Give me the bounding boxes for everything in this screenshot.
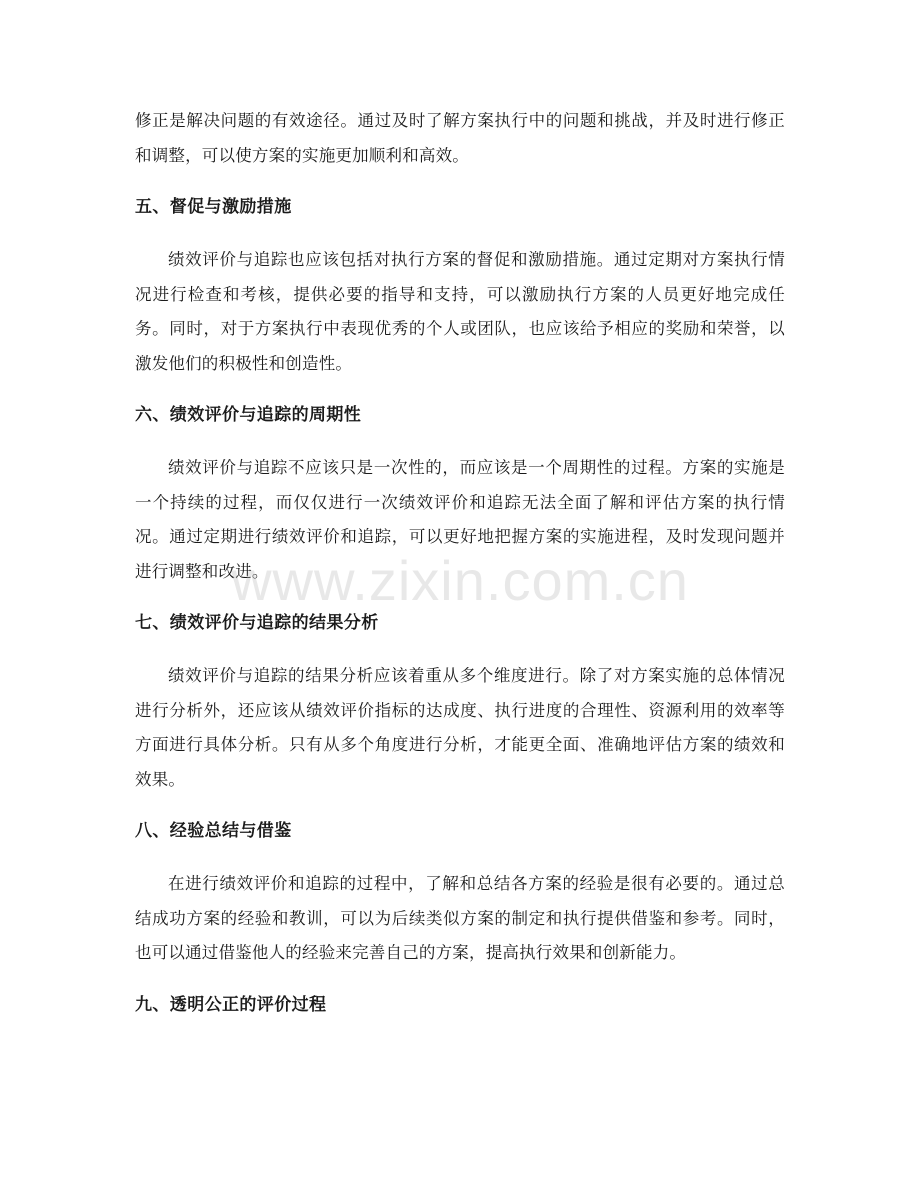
- section-paragraph-6: 绩效评价与追踪不应该只是一次性的，而应该是一个周期性的过程。方案的实施是一个持续的过程，而仅仅进行一次绩效评价和追踪无法全面了解和评估方案的执行情况。通过定期进行绩效评价和追踪，可以更好地把握方案的实施进程，及时发现问题并进行调整和改进。: [135, 458, 785, 581]
- section-paragraph-7: 绩效评价与追踪的结果分析应该着重从多个维度进行。除了对方案实施的总体情况进行分析外，还应该从绩效评价指标的达成度、执行进度的合理性、资源利用的效率等方面进行具体分析。只有从多个角度进行分析，才能更全面、准确地评估方案的绩效和效果。: [135, 666, 785, 789]
- watermark: www.zixin.com.cn: [231, 549, 689, 612]
- section-heading-7: 七、绩效评价与追踪的结果分析: [135, 613, 379, 633]
- section-heading-5: 五、督促与激励措施: [135, 197, 292, 217]
- intro-paragraph: 修正是解决问题的有效途径。通过及时了解方案执行中的问题和挑战，并及时进行修正和调整，可以使方案的实施更加顺利和高效。: [135, 111, 785, 165]
- document-page: [135, 104, 785, 1022]
- section-heading-9: 九、透明公正的评价过程: [135, 994, 327, 1015]
- section-heading-8: 八、经验总结与借鉴: [135, 821, 292, 841]
- section-paragraph-8: 在进行绩效评价和追踪的过程中，了解和总结各方案的经验是很有必要的。通过总结成功方案的经验和教训，可以为后续类似方案的制定和执行提供借鉴和参考。同时，也可以通过借鉴他人的经验来完善自己的方案，提高执行效果和创新能力。: [135, 874, 785, 962]
- section-heading-6: 六、绩效评价与追踪的周期性: [135, 405, 362, 425]
- section-paragraph-5: 绩效评价与追踪也应该包括对执行方案的督促和激励措施。通过定期对方案执行情况进行检查和考核，提供必要的指导和支持，可以激励执行方案的人员更好地完成任务。同时，对于方案执行中表现优秀的个人或团队，也应该给予相应的奖励和荣誉，以激发他们的积极性和创造性。: [135, 250, 785, 373]
